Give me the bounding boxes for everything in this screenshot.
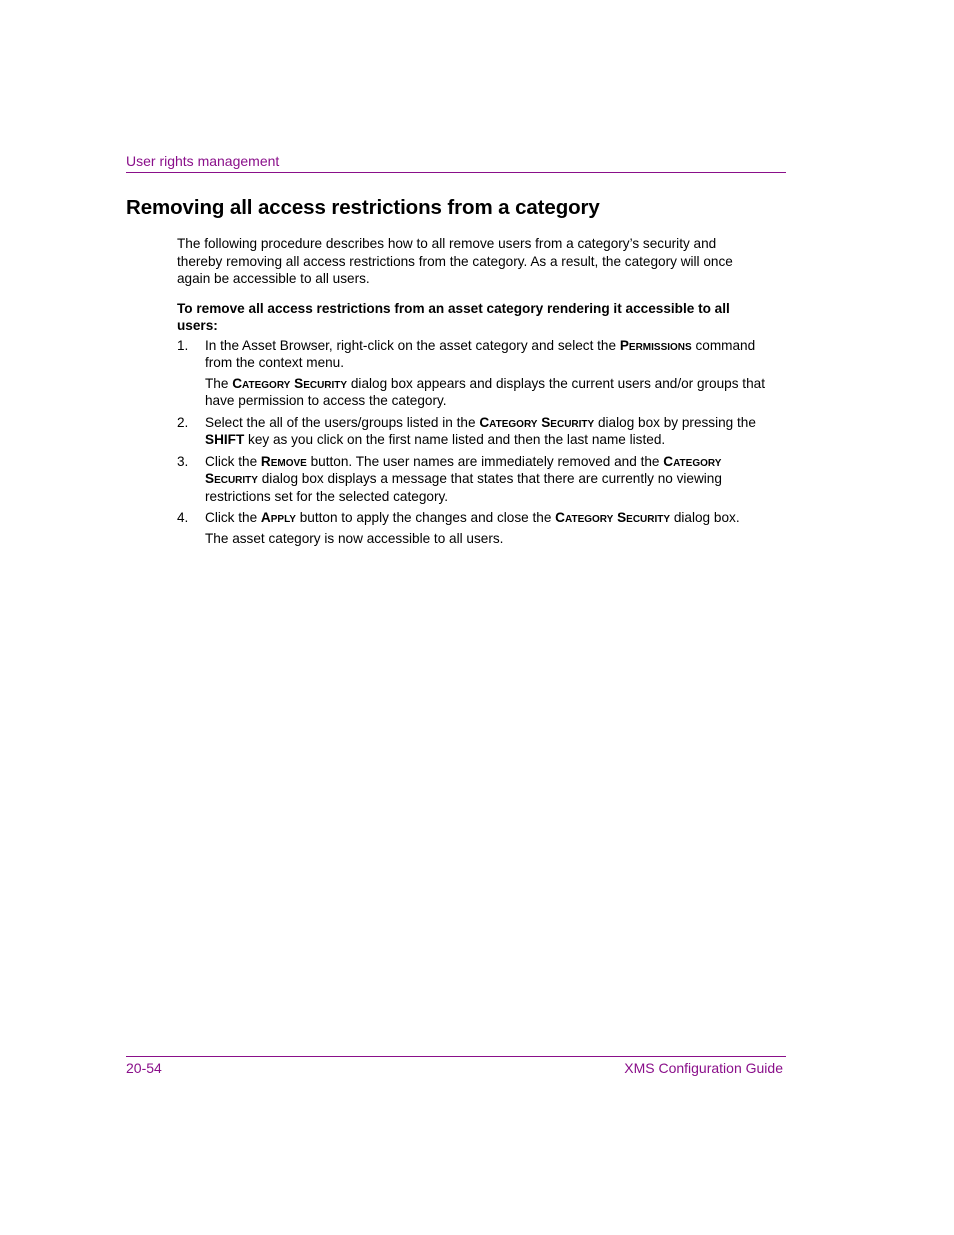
key-name: SHIFT (205, 432, 245, 447)
step-text: Click the Remove button. The user names are immediately removed and the Category Security dialog box displays a message that states that there are currently no viewing restrictions set for the selected category. (205, 453, 722, 504)
procedure-heading: To remove all access restrictions from an asset category rendering it accessible to all users: (177, 300, 730, 333)
step-number: 3. (177, 453, 189, 469)
step-2 (177, 414, 777, 449)
dialog-name: Category Security (205, 453, 722, 486)
dialog-name: Category Security (479, 414, 595, 430)
step-text: In the Asset Browser, right-click on the asset category and select the Permissions command from the context menu. (205, 337, 756, 370)
step-text: Click the Apply button to apply the changes and close the Category Security dialog box. (205, 510, 740, 525)
page-number: 20-54 (126, 1060, 162, 1076)
dialog-name: Category Security (555, 510, 671, 525)
step-text: Select the all of the users/groups listed in the Category Security dialog box by pressing the SHIFT key as you click on the first name listed and then the last name listed. (205, 414, 756, 447)
step-4 (177, 509, 777, 547)
button-name: Remove (260, 453, 307, 469)
footer-rule (126, 1056, 786, 1057)
section-title: Removing all access restrictions from a category (126, 196, 600, 219)
step-3 (177, 453, 777, 506)
intro-paragraph: The following procedure describes how to all remove users from a category’s security and thereby removing all access restrictions from the category. As a result, the category will once again be accessible to all users. (177, 236, 733, 286)
header-rule (126, 172, 786, 173)
step-result: The Category Security dialog box appears and displays the current users and/or groups that have permission to access the category. (205, 375, 765, 408)
guide-title: XMS Configuration Guide (624, 1060, 783, 1076)
command-name: Permissions (619, 337, 692, 353)
procedure-steps (177, 337, 777, 548)
step-number: 2. (177, 414, 189, 430)
step-number: 1. (177, 337, 189, 353)
running-header: User rights management (126, 153, 280, 169)
button-name: Apply (260, 510, 296, 525)
step-number: 4. (177, 510, 189, 525)
step-result: The asset category is now accessible to all users. (205, 530, 504, 546)
step-1 (177, 337, 777, 410)
body-content (177, 235, 777, 551)
dialog-name: Category Security (232, 375, 348, 391)
